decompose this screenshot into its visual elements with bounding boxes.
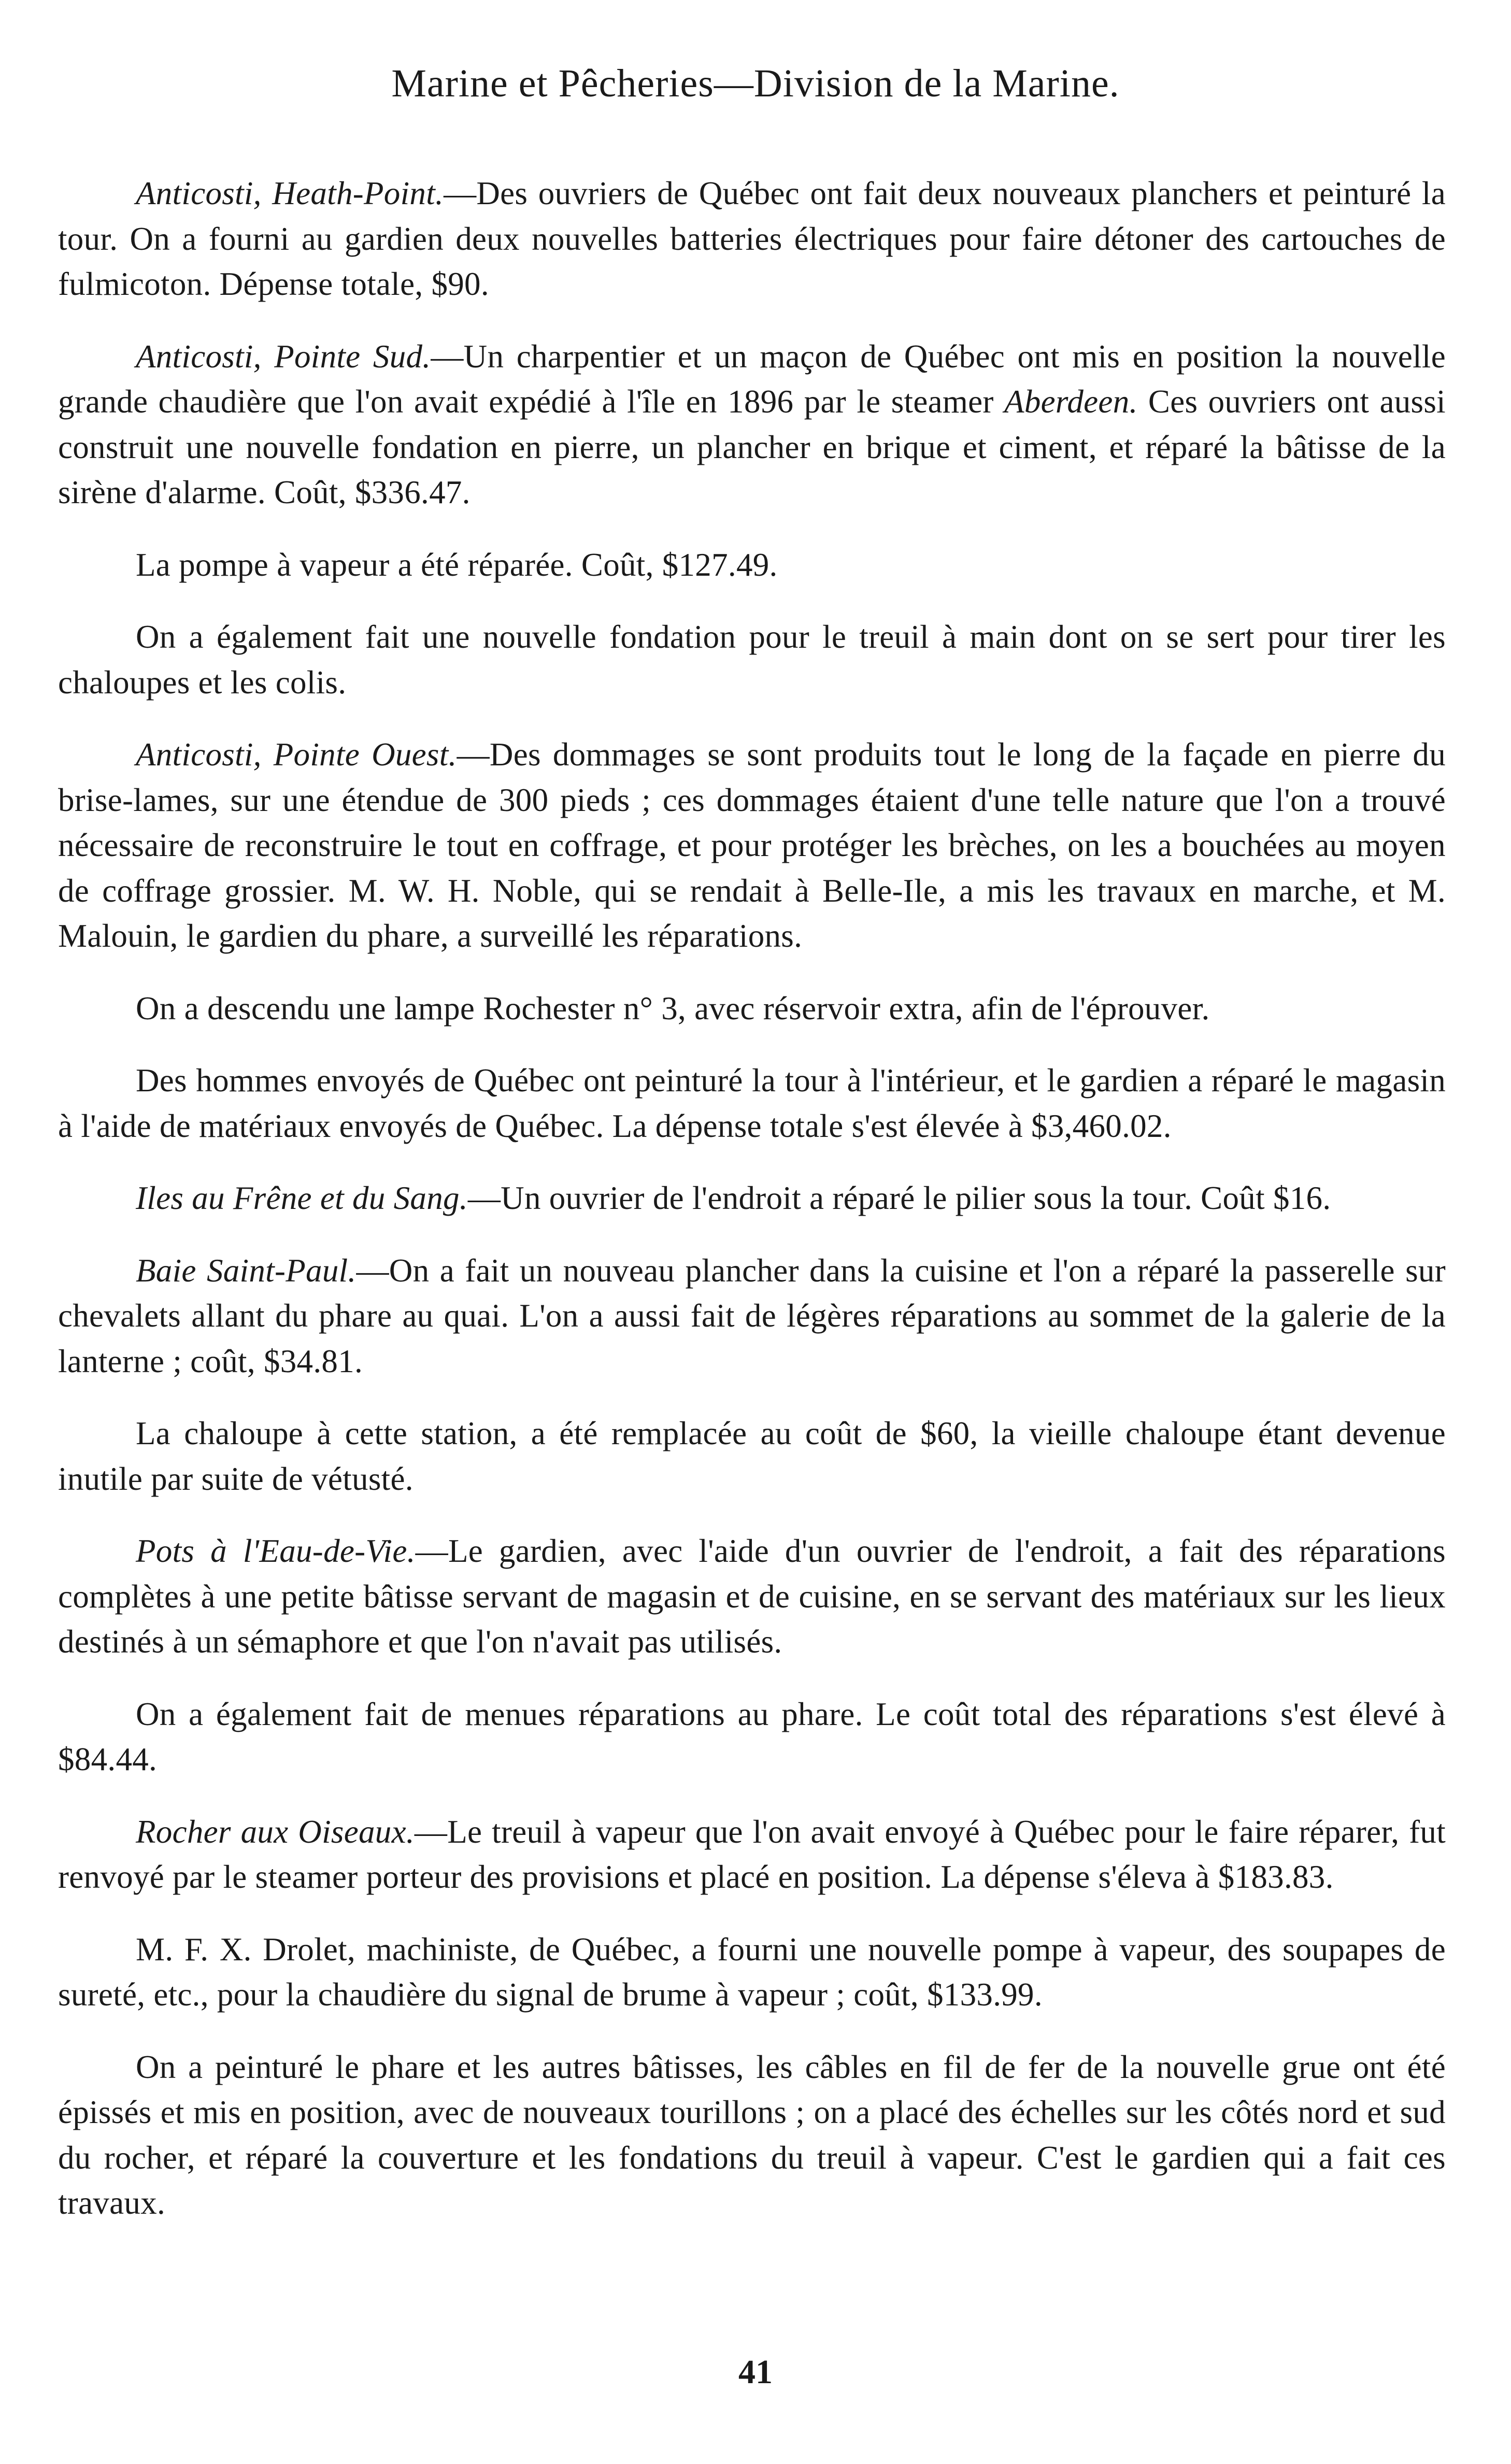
paragraph-drolet [58, 1927, 1446, 2018]
paragraph-text: —Un charpentier et un maçon de Québec ont mis en position la nouvelle grande chaudière que l'on avait expédié à l'île en 1896 par le steamer [58, 338, 1446, 420]
paragraph-text: On a peinturé le phare et les autres bâtisses, les câbles en fil de fer de la nouvelle grue ont été épissés et mis en position, avec de nouveaux tourillons ; on a placé des échelles sur les côtés nord et sud du rocher, et réparé la couverture et les fondations du treuil à vapeur. C'est le gardien qui a fait ces travaux. [58, 2048, 1446, 2221]
paragraph-peinture-phare [58, 2045, 1446, 2226]
paragraph-heath-point [58, 171, 1446, 307]
paragraph-pompe [58, 543, 1446, 588]
paragraph-menues-reparations [58, 1692, 1446, 1783]
document-body [58, 171, 1446, 2253]
page-title: Marine et Pêcheries—Division de la Marine. [391, 62, 1120, 105]
paragraph-fondation-treuil [58, 615, 1446, 705]
paragraph-text: La pompe à vapeur a été réparée. Coût, $127.49. [136, 546, 778, 583]
paragraph-peinture-tour [58, 1058, 1446, 1149]
paragraph-pots-eau-de-vie [58, 1529, 1446, 1665]
paragraph-heading: Anticosti, Pointe Ouest. [136, 736, 457, 773]
paragraph-text: Des hommes envoyés de Québec ont peinturé la tour à l'intérieur, et le gardien a réparé le magasin à l'aide de matériaux envoyés de Québec. La dépense totale s'est élevée à $3,460.02. [58, 1062, 1446, 1144]
paragraph-text: On a également fait une nouvelle fondation pour le treuil à main dont on se sert pour tirer les chaloupes et les colis. [58, 619, 1446, 701]
paragraph-text: —Le gardien, avec l'aide d'un ouvrier de l'endroit, a fait des réparations complètes à une petite bâtisse servant de magasin et de cuisine, en se servant des matériaux sur les lieux destinés à un sémaphore et que l'on n'avait pas utilisés. [58, 1533, 1446, 1660]
paragraph-text: On a également fait de menues réparations au phare. Le coût total des réparations s'est élevé à $84.44. [58, 1696, 1446, 1777]
paragraph-heading: Rocher aux Oiseaux. [136, 1813, 415, 1850]
paragraph-lampe [58, 986, 1446, 1032]
page-number: 41 [738, 2353, 773, 2391]
paragraph-text: Ces ouvriers ont aussi construit une nouvelle fondation en pierre, un plancher en brique et ciment, et réparé la bâtisse de la sirène d'alarme. Coût, $336.47. [58, 383, 1446, 510]
paragraph-chaloupe [58, 1411, 1446, 1502]
paragraph-heading: Anticosti, Pointe Sud. [136, 338, 431, 375]
paragraph-text: —On a fait un nouveau plancher dans la cuisine et l'on a réparé la passerelle sur chevalets allant du phare au quai. L'on a aussi fait de légères réparations au sommet de la galerie de la lanterne ; coût, $34.81. [58, 1252, 1446, 1379]
paragraph-text: —Des ouvriers de Québec ont fait deux nouveaux planchers et peinturé la tour. On a fourni au gardien deux nouvelles batteries électriques pour faire détoner des cartouches de fulmicoton. Dépense totale, $90. [58, 175, 1446, 302]
paragraph-text: —Des dommages se sont produits tout le long de la façade en pierre du brise-lames, sur une étendue de 300 pieds ; ces dommages étaient d'une telle nature que l'on a trouvé nécessaire de reconstruire le tout en coffrage, et pour protéger les brèches, on les a bouchées au moyen de coffrage grossier. M. W. H. Noble, qui se rendait à Belle-Ile, a mis les travaux en marche, et M. Malouin, le gardien du phare, a surveillé les réparations. [58, 736, 1446, 954]
paragraph-heading: Pots à l'Eau-de-Vie. [136, 1533, 416, 1569]
paragraph-text: —Le treuil à vapeur que l'on avait envoyé à Québec pour le faire réparer, fut renvoyé par le steamer porteur des provisions et placé en position. La dépense s'éleva à $183.83. [58, 1813, 1446, 1895]
paragraph-text: On a descendu une lampe Rochester n° 3, avec réservoir extra, afin de l'éprouver. [136, 990, 1210, 1027]
paragraph-pointe-ouest [58, 732, 1446, 959]
paragraph-baie-saint-paul [58, 1248, 1446, 1385]
ship-name: Aberdeen. [1004, 383, 1138, 420]
paragraph-heading: Anticosti, Heath-Point. [136, 175, 444, 211]
paragraph-heading: Baie Saint-Paul. [136, 1252, 357, 1289]
paragraph-rocher-oiseaux [58, 1810, 1446, 1900]
paragraph-pointe-sud [58, 334, 1446, 516]
paragraph-text: M. F. X. Drolet, machiniste, de Québec, a fourni une nouvelle pompe à vapeur, des soupapes de sureté, etc., pour la chaudière du signal de brume à vapeur ; coût, $133.99. [58, 1931, 1446, 2013]
paragraph-heading: Iles au Frêne et du Sang. [136, 1180, 468, 1216]
paragraph-text: La chaloupe à cette station, a été remplacée au coût de $60, la vieille chaloupe étant devenue inutile par suite de vétusté. [58, 1415, 1446, 1497]
paragraph-iles-frene [58, 1176, 1446, 1221]
paragraph-text: —Un ouvrier de l'endroit a réparé le pilier sous la tour. Coût $16. [467, 1180, 1331, 1216]
